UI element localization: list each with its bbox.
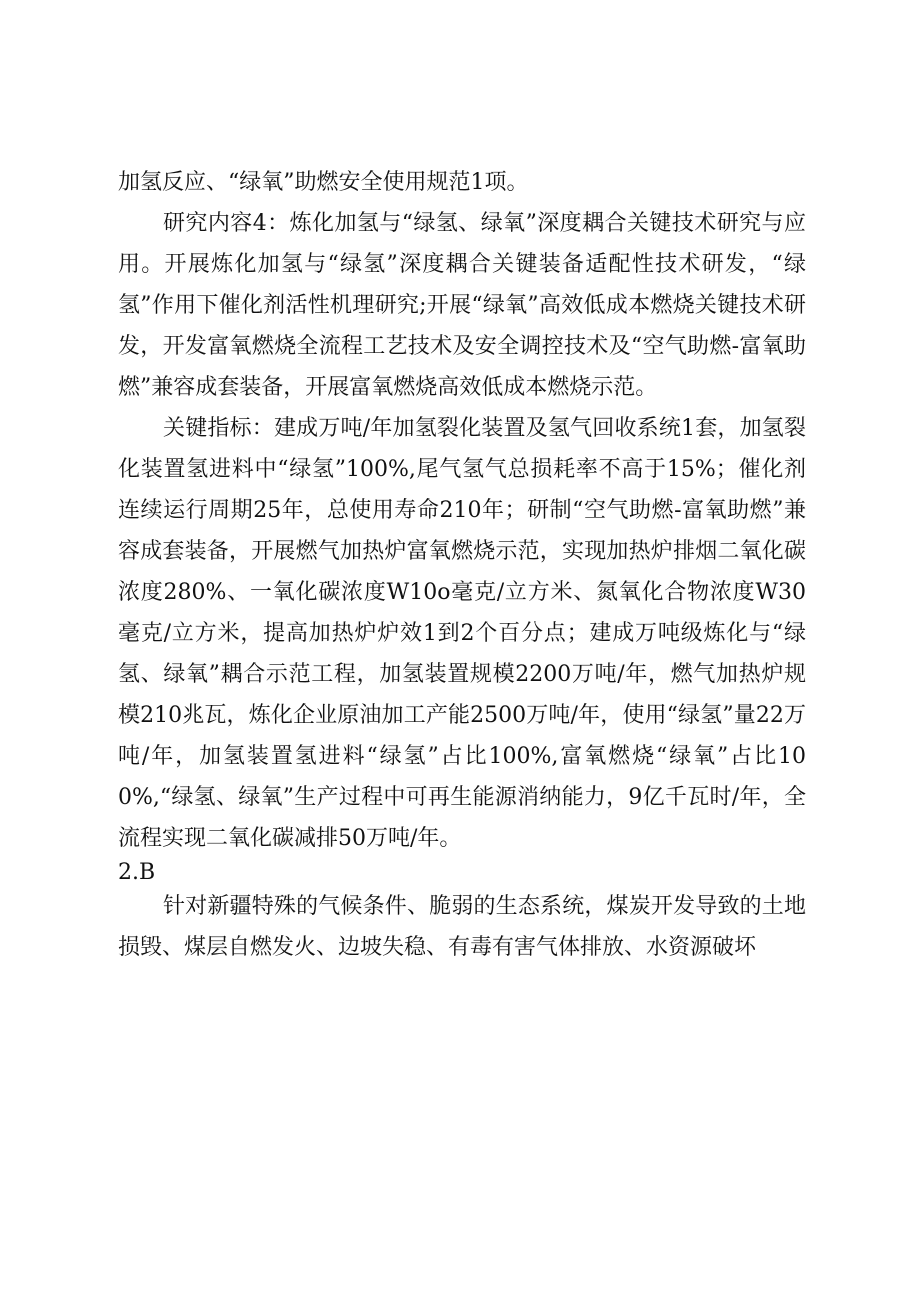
paragraph-key-indicators: 关键指标：建成万吨/年加氢裂化装置及氢气回收系统1套，加氢裂化装置氢进料中“绿氢”100%,尾气氢气总损耗率不高于15%；催化剂连续运行周期25年，总使用寿命210年；研制“空气助燃-富氧助燃”兼容成套装备，开展燃气加热炉富氧燃烧示范，实现加热炉排烟二氧化碳浓度280%、一氧化碳浓度W10o毫克/立方米、氮氧化合物浓度W30毫克/立方米，提高加热炉炉效1到2个百分点；建成万吨级炼化与“绿氢、绿氧”耦合示范工程，加氢装置规模2200万吨/年，燃气加热炉规模210兆瓦，炼化企业原油加工产能2500万吨/年，使用“绿氢”量22万吨/年，加氢装置氢进料“绿氢”占比100%,富氧燃烧“绿氧”占比100%,“绿氢、绿氧”生产过程中可再生能源消纳能力，9亿千瓦时/年，全流程实现二氧化碳减排50万吨/年。	[118, 416, 806, 851]
document-body	[118, 162, 806, 968]
section-heading: 2.B	[118, 860, 156, 885]
paragraph-closing: 针对新疆特殊的气候条件、脆弱的生态系统，煤炭开发导致的土地损毁、煤层自燃发火、边坡失稳、有毒有害气体排放、水资源破坏	[118, 894, 806, 960]
paragraph-1: 加氢反应、“绿氧”助燃安全使用规范1项。	[118, 170, 529, 195]
paragraph-research-content-4: 研究内容4：炼化加氢与“绿氢、绿氧”深度耦合关键技术研究与应用。开展炼化加氢与“绿氢”深度耦合关键装备适配性技术研发，“绿氢”作用下催化剂活性机理研究;开展“绿氧”高效低成本燃烧关键技术研发，开发富氧燃烧全流程工艺技术及安全调控技术及“空气助燃-富氧助燃”兼容成套装备，开展富氧燃烧高效低成本燃烧示范。	[118, 211, 806, 400]
